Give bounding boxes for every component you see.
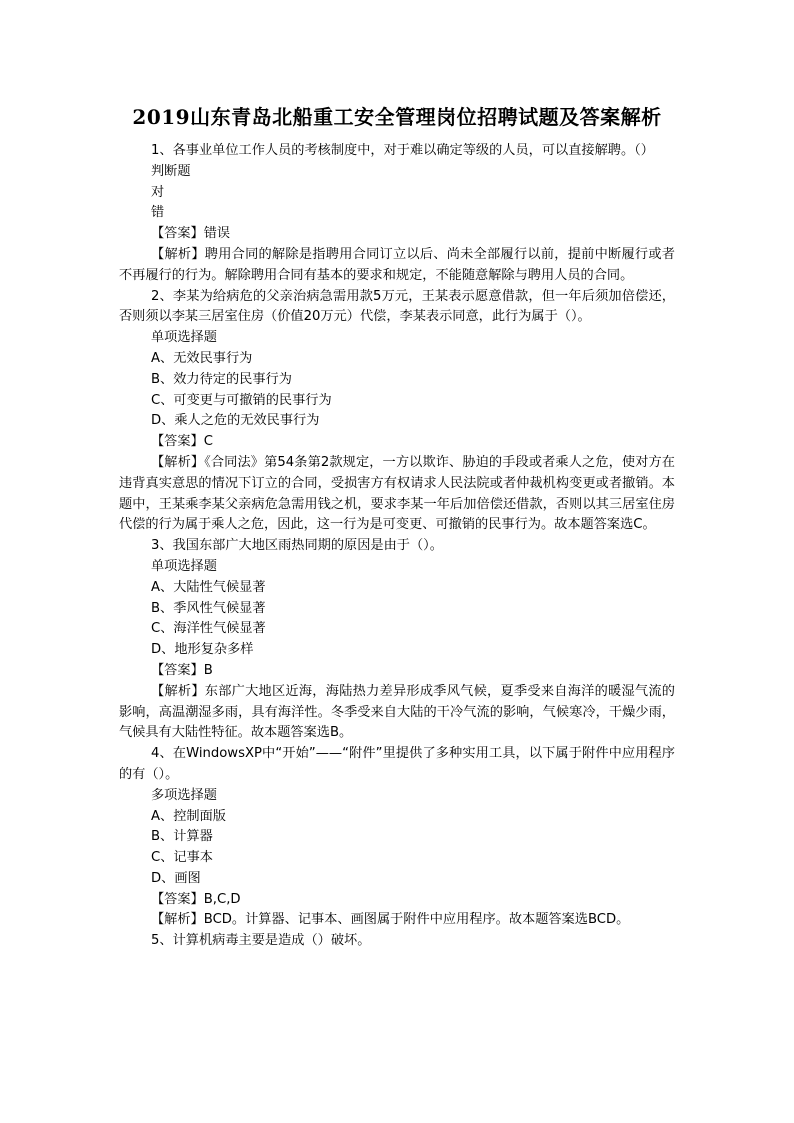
- question-4: [119, 744, 675, 931]
- question-5: [119, 931, 675, 952]
- option: C、海洋性气候显著: [151, 621, 266, 637]
- analysis: 【解析】东部广大地区近海，海陆热力差异形成季风气候，夏季受来自海洋的暖湿气流的影响，高温潮湿多雨，具有海洋性。冬季受来自大陆的干冷气流的影响，气候寒冷，干燥少雨，气候具有大陆性特征。故本题答案选B。: [119, 683, 675, 741]
- question-stem: 3、我国东部广大地区雨热同期的原因是由于（）。: [151, 538, 443, 554]
- option: A、控制面版: [151, 808, 226, 824]
- answer: 【答案】B: [151, 662, 213, 678]
- option: 错: [151, 205, 165, 221]
- option: C、可变更与可撤销的民事行为: [151, 392, 332, 408]
- analysis: 【解析】聘用合同的解除是指聘用合同订立以后、尚未全部履行以前，提前中断履行或者不再履行的行为。解除聘用合同有基本的要求和规定，不能随意解除与聘用人员的合同。: [119, 246, 675, 283]
- question-1: [119, 141, 675, 287]
- option: D、画图: [151, 870, 201, 886]
- option: A、大陆性气候显著: [151, 579, 266, 595]
- option: A、无效民事行为: [151, 350, 253, 366]
- option: D、地形复杂多样: [151, 642, 254, 658]
- question-3: [119, 536, 675, 744]
- option: B、季风性气候显著: [151, 600, 266, 616]
- option: B、效力待定的民事行为: [151, 371, 292, 387]
- page-title: 2019山东青岛北船重工安全管理岗位招聘试题及答案解析: [132, 105, 662, 129]
- question-2: [119, 287, 675, 537]
- option: C、记事本: [151, 850, 213, 866]
- question-stem: 4、在WindowsXP中“开始”——“附件”里提供了多种实用工具，以下属于附件中应用程序的有（）。: [119, 746, 675, 782]
- question-stem: 2、李某为给病危的父亲治病急需用款5万元，王某表示愿意借款，但一年后须加倍偿还，否则须以李某三居室住房（价值20万元）代偿，李某表示同意，此行为属于（）。: [119, 288, 675, 325]
- question-type: 多项选择题: [151, 787, 217, 803]
- question-type: 单项选择题: [151, 330, 217, 346]
- option: D、乘人之危的无效民事行为: [151, 413, 320, 429]
- question-type: 单项选择题: [151, 558, 217, 574]
- option: B、计算器: [151, 829, 213, 845]
- question-list: [119, 141, 675, 952]
- answer: 【答案】错误: [151, 226, 231, 242]
- analysis: 【解析】BCD。计算器、记事本、画图属于附件中应用程序。故本题答案选BCD。: [151, 912, 630, 928]
- option: 对: [151, 184, 165, 200]
- analysis: 【解析】《合同法》第54条第2款规定，一方以欺诈、胁迫的手段或者乘人之危，使对方在违背真实意思的情况下订立的合同，受损害方有权请求人民法院或者仲裁机构变更或者撤销。本题中，王某乘李某父亲病危急需用钱之机，要求李某一年后加倍偿还借款，否则以其三居室住房代偿的行为属于乘人之危，因此，这一行为是可变更、可撤销的民事行为。故本题答案选C。: [119, 454, 675, 533]
- question-type: 判断题: [151, 163, 191, 179]
- answer: 【答案】B,C,D: [151, 891, 241, 907]
- question-stem: 5、计算机病毒主要是造成（）破坏。: [151, 933, 371, 949]
- answer: 【答案】C: [151, 434, 213, 450]
- question-stem: 1、各事业单位工作人员的考核制度中，对于难以确定等级的人员，可以直接解聘。（）: [151, 143, 654, 158]
